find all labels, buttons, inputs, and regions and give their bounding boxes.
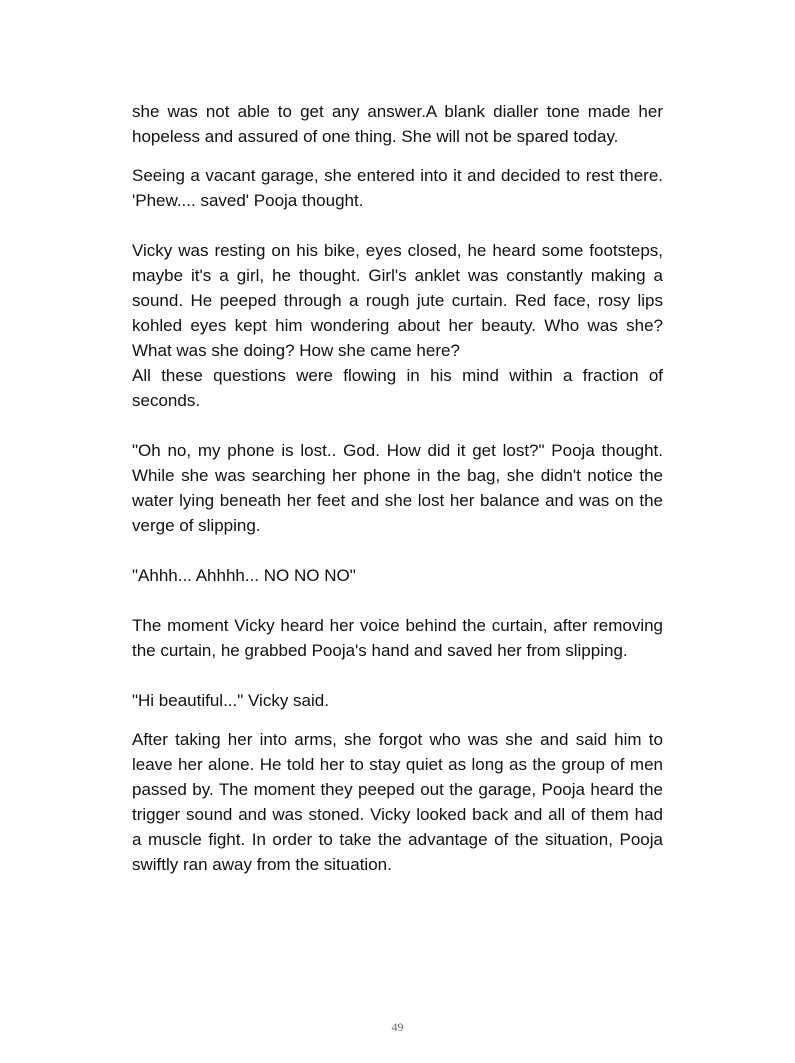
page-body [132,99,663,877]
paragraph: The moment Vicky heard her voice behind the curtain, after removing the curtain, he grabbed Pooja's hand and saved her from slipping. [132,616,663,660]
paragraph: After taking her into arms, she forgot who was she and said him to leave her alone. He told her to stay quiet as long as the group of men passed by. The moment they peeped out the garage, Pooja heard the trigger sound and was stoned. Vicky looked back and all of them had a muscle fight. In order to take the advantage of the situation, Pooja swiftly ran away from the situation. [132,730,663,874]
page-number: 49 [391,1020,404,1034]
paragraph: "Ahhh... Ahhhh... NO NO NO" [132,566,356,585]
paragraph: "Hi beautiful..." Vicky said. [132,691,329,710]
paragraph: she was not able to get any answer.A blank dialler tone made her hopeless and assured of one thing. She will not be spared today. [132,102,663,146]
paragraph: "Oh no, my phone is lost.. God. How did it get lost?" Pooja thought. While she was searching her phone in the bag, she didn't notice the water lying beneath her feet and she lost her balance and was on the verge of slipping. [132,441,663,535]
paragraph: Vicky was resting on his bike, eyes closed, he heard some footsteps, maybe it's a girl, he thought. Girl's anklet was constantly making a sound. He peeped through a rough jute curtain. Red face, rosy lips kohled eyes kept him wondering about her beauty. Who was she? What was she doing? How she came here? All these questions were flowing in his mind within a fraction of seconds. [132,241,663,410]
paragraph: Seeing a vacant garage, she entered into it and decided to rest there. 'Phew.... saved' Pooja thought. [132,166,663,210]
